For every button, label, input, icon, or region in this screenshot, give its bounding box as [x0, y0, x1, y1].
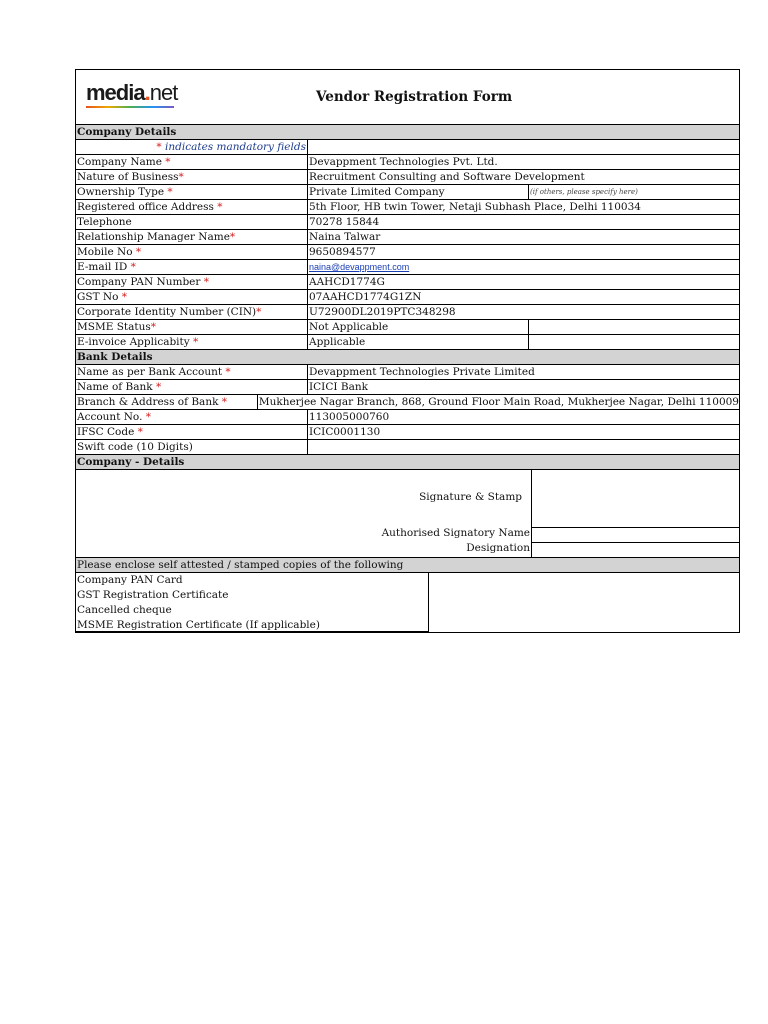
field-msme-status[interactable]: Not Applicable [308, 320, 529, 334]
signature-stamp-box[interactable] [532, 470, 739, 528]
label-ownership-type: Ownership Type * [76, 185, 308, 199]
label-pan-number: Company PAN Number * [76, 275, 308, 289]
label-bank-account-name: Name as per Bank Account * [76, 365, 308, 379]
field-einvoice-group [308, 335, 739, 349]
form-header [76, 70, 739, 125]
label-nature-of-business: Nature of Business* [76, 170, 308, 184]
row-pan-number [76, 275, 739, 290]
documents-list [76, 573, 429, 632]
field-telephone[interactable]: 70278 15844 [309, 216, 380, 228]
documents-block [76, 573, 739, 632]
field-ifsc[interactable]: ICIC0001130 [309, 426, 381, 438]
mandatory-note-row [76, 140, 739, 155]
field-einvoice-extra[interactable] [529, 335, 739, 349]
field-bank-branch[interactable]: Mukherjee Nagar Branch, 868, Ground Floor Main Road, Mukherjee Nagar, Delhi 110009 [258, 396, 739, 408]
row-bank-branch [76, 395, 739, 410]
label-swift: Swift code (10 Digits) [76, 440, 308, 454]
label-relationship-manager: Relationship Manager Name* [76, 230, 308, 244]
row-bank-account-name [76, 365, 739, 380]
label-gst-no: GST No * [76, 290, 308, 304]
doc-item-gst-certificate: GST Registration Certificate [77, 589, 229, 601]
section-company-details: Company Details [76, 125, 739, 140]
row-ifsc [76, 425, 739, 440]
row-telephone [76, 215, 739, 230]
form-title: Vendor Registration Form [316, 89, 513, 105]
field-company-name[interactable]: Devappment Technologies Pvt. Ltd. [309, 156, 498, 168]
required-star: * [156, 141, 162, 153]
designation-field[interactable] [532, 543, 739, 557]
section-bank-details: Bank Details [76, 350, 739, 365]
section-enclosures: Please enclose self attested / stamped copies of the following [76, 558, 739, 573]
logo-text-media: media [86, 80, 145, 105]
mandatory-note-text: indicates mandatory fields [165, 141, 306, 153]
vendor-registration-form [75, 69, 740, 633]
field-email[interactable] [308, 260, 739, 274]
label-registered-address: Registered office Address * [76, 200, 308, 214]
doc-item-pan-card: Company PAN Card [77, 574, 183, 586]
field-registered-address[interactable]: 5th Floor, HB twin Tower, Netaji Subhash Place, Delhi 110034 [309, 201, 641, 213]
field-gst-no[interactable]: 07AAHCD1774G1ZN [309, 291, 422, 303]
field-ownership-type-group [308, 185, 739, 199]
email-link[interactable]: naina@devappment.com [309, 262, 410, 272]
media-net-logo [86, 82, 177, 110]
documents-attachment-area[interactable] [429, 573, 739, 632]
authorised-signatory-label: Authorised Signatory Name [381, 527, 530, 539]
field-swift[interactable] [308, 440, 739, 454]
field-nature-of-business[interactable]: Recruitment Consulting and Software Development [309, 171, 585, 183]
label-mobile-no: Mobile No * [76, 245, 308, 259]
logo-text-dot: . [144, 80, 150, 105]
signature-labels [76, 470, 531, 557]
field-einvoice[interactable]: Applicable [308, 335, 529, 349]
doc-item-msme-certificate: MSME Registration Certificate (If applicable) [77, 619, 320, 631]
row-nature-of-business [76, 170, 739, 185]
row-account-no [76, 410, 739, 425]
label-telephone: Telephone [76, 215, 308, 229]
doc-item-cancelled-cheque: Cancelled cheque [77, 604, 172, 616]
designation-label: Designation [466, 542, 530, 554]
field-bank-name[interactable]: ICICI Bank [309, 381, 368, 393]
field-msme-status-group [308, 320, 739, 334]
row-email [76, 260, 739, 275]
row-einvoice [76, 335, 739, 350]
row-ownership-type [76, 185, 739, 200]
label-company-name: Company Name * [76, 155, 308, 169]
field-relationship-manager[interactable]: Naina Talwar [309, 231, 381, 243]
authorised-signatory-field[interactable] [532, 528, 739, 543]
label-msme-status: MSME Status* [76, 320, 308, 334]
mandatory-note [76, 140, 308, 154]
field-msme-extra[interactable] [529, 320, 739, 334]
label-email: E-mail ID * [76, 260, 308, 274]
signature-fields [531, 470, 739, 557]
label-einvoice: E-invoice Applicabity * [76, 335, 308, 349]
ownership-other-note[interactable]: (if others, please specify here) [530, 188, 638, 196]
row-cin [76, 305, 739, 320]
label-bank-branch: Branch & Address of Bank * [76, 395, 258, 409]
section-company-details-2: Company - Details [76, 455, 739, 470]
row-registered-address [76, 200, 739, 215]
field-cin[interactable]: U72900DL2019PTC348298 [309, 306, 456, 318]
label-ifsc: IFSC Code * [76, 425, 308, 439]
logo-text-net: net [149, 80, 178, 105]
field-bank-account-name[interactable]: Devappment Technologies Private Limited [309, 366, 535, 378]
row-gst-no [76, 290, 739, 305]
mandatory-note-value [308, 140, 739, 154]
logo-underline [86, 106, 174, 108]
row-swift [76, 440, 739, 455]
row-company-name [76, 155, 739, 170]
signature-stamp-label: Signature & Stamp [419, 491, 522, 503]
row-bank-name [76, 380, 739, 395]
field-ownership-type[interactable]: Private Limited Company [308, 185, 529, 199]
label-cin: Corporate Identity Number (CIN)* [76, 305, 308, 319]
field-account-no[interactable]: 113005000760 [309, 411, 390, 423]
label-account-no: Account No. * [76, 410, 308, 424]
label-bank-name: Name of Bank * [76, 380, 308, 394]
row-mobile-no [76, 245, 739, 260]
signature-block [76, 470, 739, 558]
row-relationship-manager [76, 230, 739, 245]
row-msme-status [76, 320, 739, 335]
field-pan-number[interactable]: AAHCD1774G [309, 276, 385, 288]
field-mobile-no[interactable]: 9650894577 [309, 246, 376, 258]
